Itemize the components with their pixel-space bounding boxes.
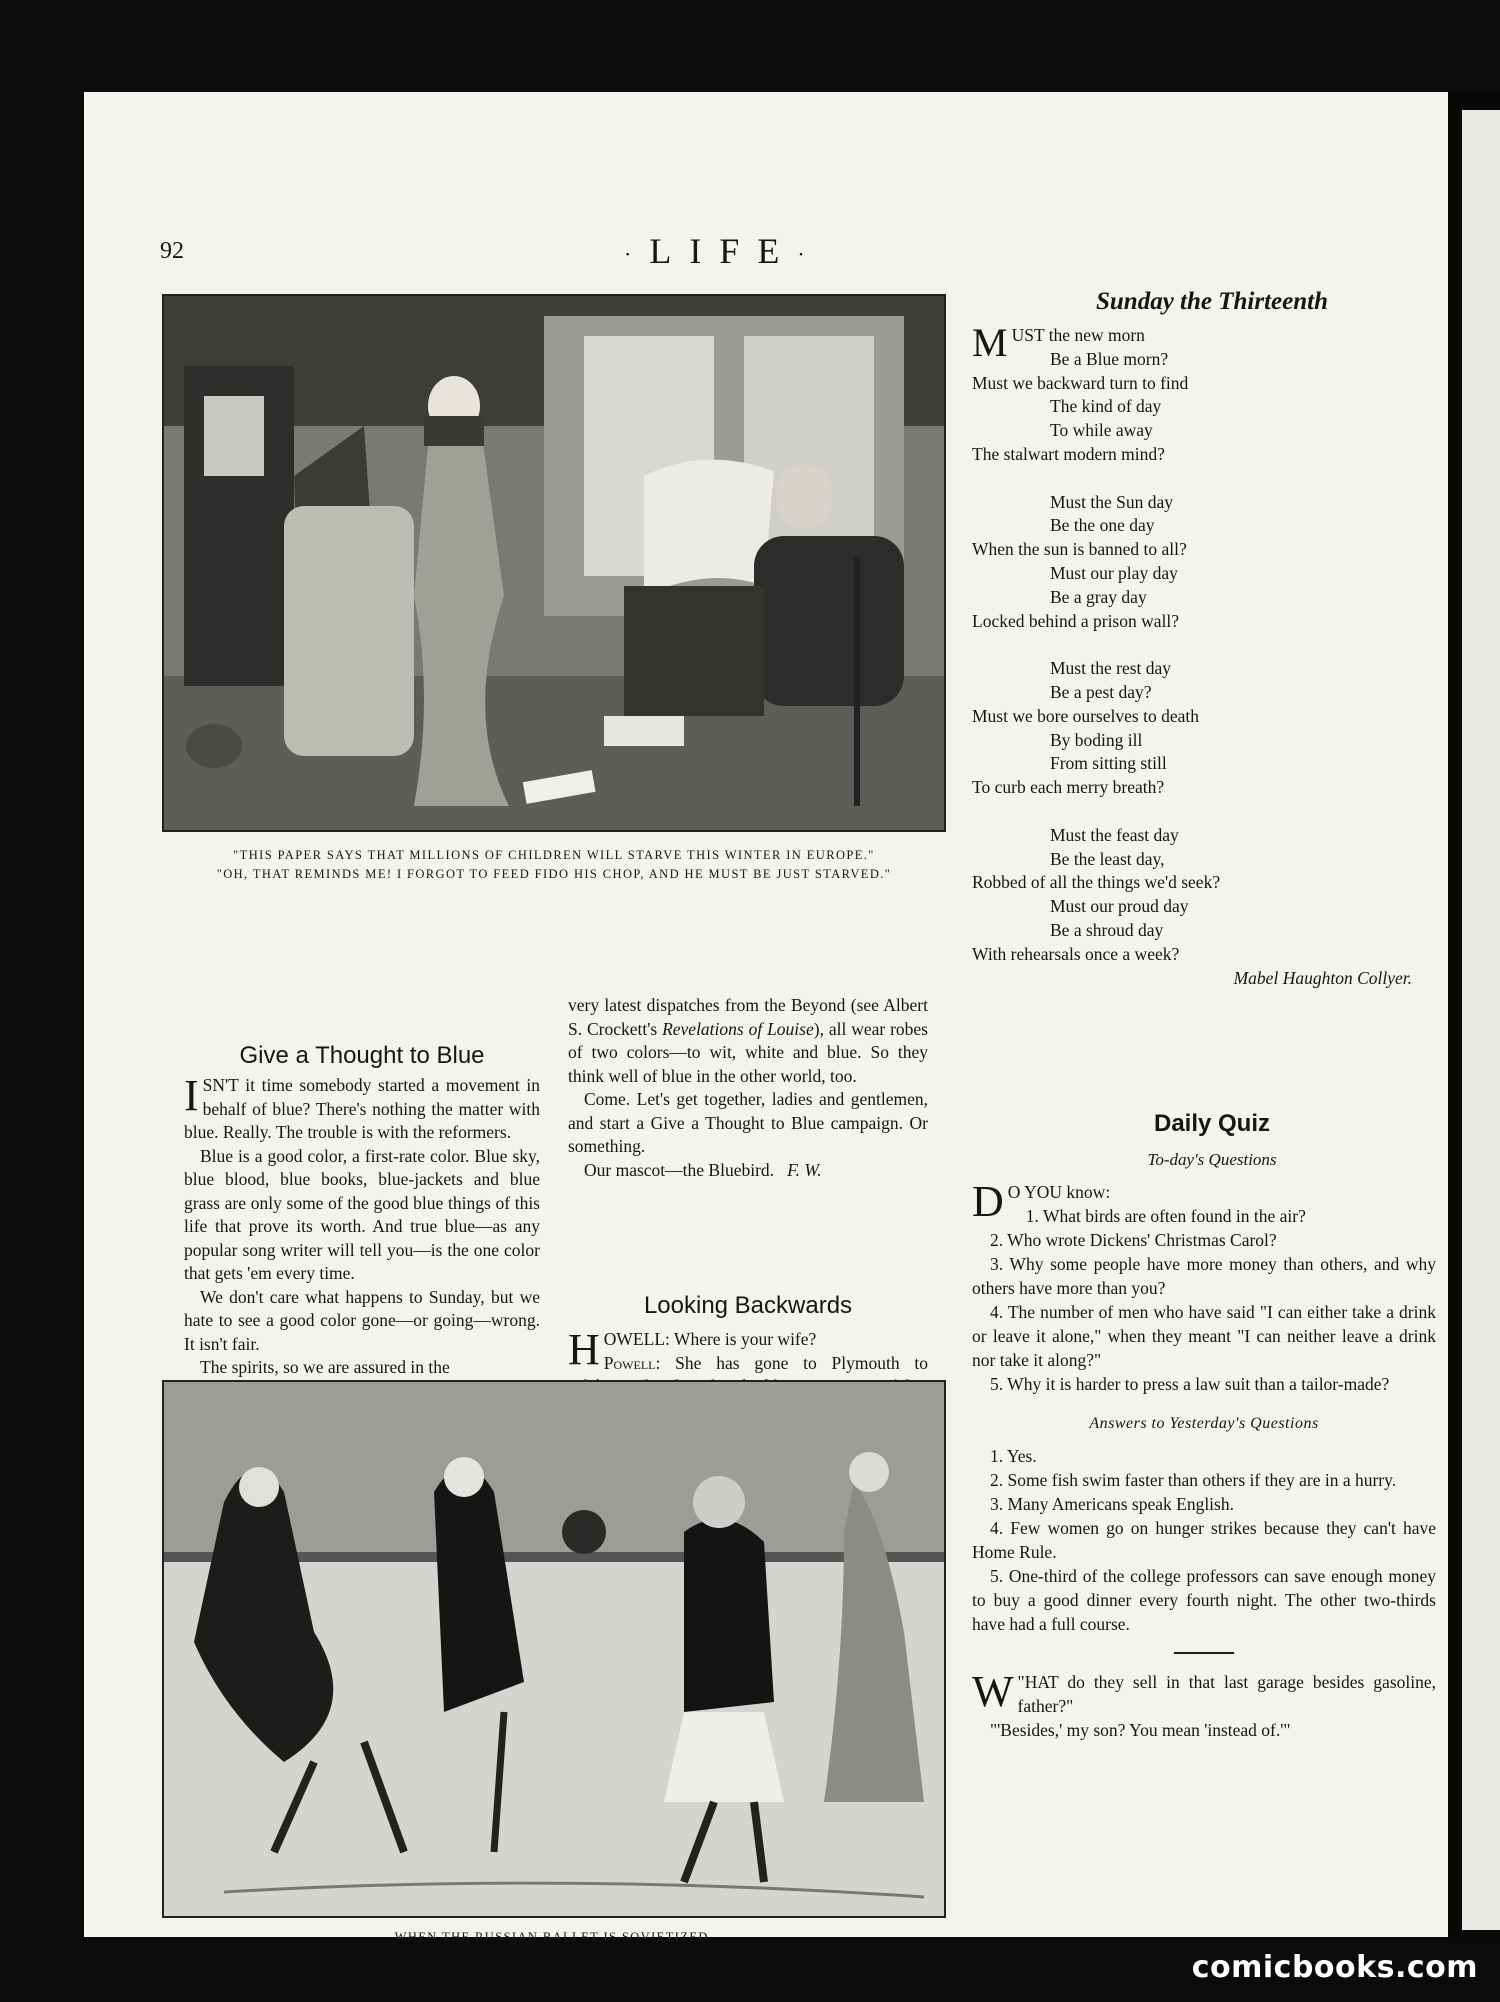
- ballet-dancers-illustration: [164, 1382, 944, 1916]
- poem-line: Must we backward turn to find: [972, 372, 1189, 393]
- poem-line: Must our play day: [1050, 562, 1178, 583]
- poem-line: MUST the new morn: [972, 320, 1145, 365]
- article-heading-backwards: Looking Backwards: [643, 1292, 853, 1319]
- poem-body: [972, 320, 1452, 990]
- quiz-body: [972, 1177, 1436, 1742]
- drop-cap: I: [184, 1071, 199, 1120]
- poem-line: Must the rest day: [1050, 658, 1172, 679]
- poem-line: Be a shroud day: [1050, 919, 1164, 940]
- poem-line: Be the least day,: [1050, 848, 1165, 869]
- watermark: comicbooks.com: [1191, 1950, 1478, 1985]
- bottom-illustration: [162, 1380, 946, 1918]
- poem-line: Be a gray day: [1050, 586, 1147, 607]
- poem-line: To curb each merry breath?: [972, 777, 1165, 798]
- quiz-question: 3. Why some people have more money than others, and why others have more than you?: [972, 1254, 1436, 1298]
- poem-author: Mabel Haughton Collyer.: [1233, 967, 1412, 988]
- drop-cap: W: [972, 1667, 1014, 1716]
- poem-line: The stalwart modern mind?: [972, 443, 1165, 464]
- paragraph: Blue is a good color, a first-rate color. Blue sky, blue blood, blue books, blue-jackets and blue grass are only some of the good blue things of this life that prove its worth. And true blue—as any popular song writer will tell you—is the one color that gets 'em every time.: [184, 1145, 540, 1283]
- quiz-question: 1. What birds are often found in the air?: [1025, 1206, 1306, 1226]
- caption-line-2: "OH, THAT REMINDS ME! I FORGOT TO FEED FIDO HIS CHOP, AND HE MUST BE JUST STARVED.": [216, 867, 892, 881]
- quiz-answer: 1. Yes.: [990, 1446, 1037, 1466]
- dialogue-line: HOWELL: Where is your wife? Powell: She has gone to Plymouth to: [568, 1325, 929, 1374]
- poem-line: Must the feast day: [1050, 824, 1179, 845]
- page-number: 92: [160, 238, 184, 264]
- quiz-answer: 4. Few women go on hunger strikes because they can't have Home Rule.: [972, 1518, 1436, 1562]
- quiz-intro: D O YOU know:: [972, 1177, 1111, 1226]
- drop-cap: D: [972, 1177, 1004, 1226]
- top-illustration-caption: [194, 846, 914, 884]
- poem-line: With rehearsals once a week?: [972, 943, 1180, 964]
- quiz-question: 2. Who wrote Dickens' Christmas Carol?: [990, 1230, 1277, 1250]
- paragraph: Come. Let's get together, ladies and gentlemen, and start a Give a Thought to Blue campaign. Or something.: [568, 1089, 928, 1156]
- article-heading-blue: Give a Thought to Blue: [239, 1042, 485, 1069]
- poem-line: When the sun is banned to all?: [972, 539, 1187, 560]
- drop-cap: M: [972, 320, 1008, 365]
- poem-line: Robbed of all the things we'd seek?: [972, 872, 1221, 893]
- caption-line-1: "THIS PAPER SAYS THAT MILLIONS OF CHILDREN WILL STARVE THIS WINTER IN EUROPE.": [233, 848, 875, 862]
- joke-line: W "HAT do they sell in that last garage besides gasoline, father?": [972, 1667, 1436, 1716]
- poem-title: Sunday the Thirteenth: [1096, 288, 1328, 315]
- paragraph-continued: very latest dispatches from the Beyond (see Albert S. Crockett's Revelations of Louise), all wear robes of two colors—to wit, white and blue. So they think well of blue in the other world, too.: [568, 995, 928, 1086]
- poem-line: By boding ill: [1050, 729, 1143, 750]
- quiz-question: 4. The number of men who have said "I can either take a drink or leave it alone," when they meant "I can neither leave a drink nor take it along?": [972, 1302, 1436, 1370]
- paragraph: Our mascot—the Bluebird. F. W.: [584, 1159, 822, 1180]
- quiz-heading: Daily Quiz: [1153, 1110, 1271, 1137]
- quiz-answer: 5. One-third of the college professors can save enough money to buy a good dinner every fourth night. The other two-thirds have had a full course.: [972, 1566, 1436, 1634]
- paragraph: We don't care what happens to Sunday, but we hate to see a good color gone—or going—wrong. It isn't fair.: [184, 1286, 540, 1354]
- signature: F. W.: [787, 1159, 822, 1180]
- poem-line: To while away: [1050, 420, 1153, 441]
- paragraph: The spirits, so we are assured in the: [200, 1357, 450, 1377]
- magazine-page: [84, 92, 1460, 1944]
- poem-line: From sitting still: [1050, 753, 1167, 774]
- poem-line: Must the Sun day: [1050, 491, 1173, 512]
- drop-cap: H: [568, 1325, 600, 1374]
- poem-line: Be the one day: [1050, 515, 1155, 536]
- bottom-illustration-caption: WHEN THE RUSSIAN BALLET IS SOVIETIZED.: [394, 1930, 714, 1944]
- parlor-scene-illustration: [164, 296, 944, 830]
- book-title: Revelations of Louise: [662, 1018, 814, 1039]
- poem-line: Be a pest day?: [1050, 681, 1152, 702]
- quiz-answer: 3. Many Americans speak English.: [990, 1494, 1234, 1514]
- poem-line: Be a Blue morn?: [1050, 348, 1169, 369]
- joke-line: "'Besides,' my son? You mean 'instead of.'": [990, 1720, 1291, 1740]
- quiz-subheading: To-day's Questions: [1147, 1150, 1277, 1169]
- poem-line: Must our proud day: [1050, 896, 1189, 917]
- poem-line: Must we bore ourselves to death: [972, 705, 1199, 726]
- answers-heading: Answers to Yesterday's Questions: [1089, 1415, 1319, 1432]
- masthead: ·LIFE·: [624, 231, 823, 271]
- poem-line: Locked behind a prison wall?: [972, 610, 1180, 631]
- article-column-2: [568, 994, 928, 1182]
- article-column-1: [184, 1071, 540, 1380]
- paragraph: ISN'T it time somebody started a movement in behalf of blue? There's nothing the matter with blue. Really. The trouble is with the reformers.: [184, 1071, 540, 1142]
- divider-rule: [1174, 1652, 1234, 1654]
- poem-line: The kind of day: [1050, 396, 1162, 417]
- top-illustration: [162, 294, 946, 832]
- quiz-answer: 2. Some fish swim faster than others if they are in a hurry.: [990, 1470, 1397, 1490]
- quiz-question: 5. Why it is harder to press a law suit than a tailor-made?: [990, 1374, 1390, 1394]
- adjacent-page-edge: [1462, 110, 1500, 1930]
